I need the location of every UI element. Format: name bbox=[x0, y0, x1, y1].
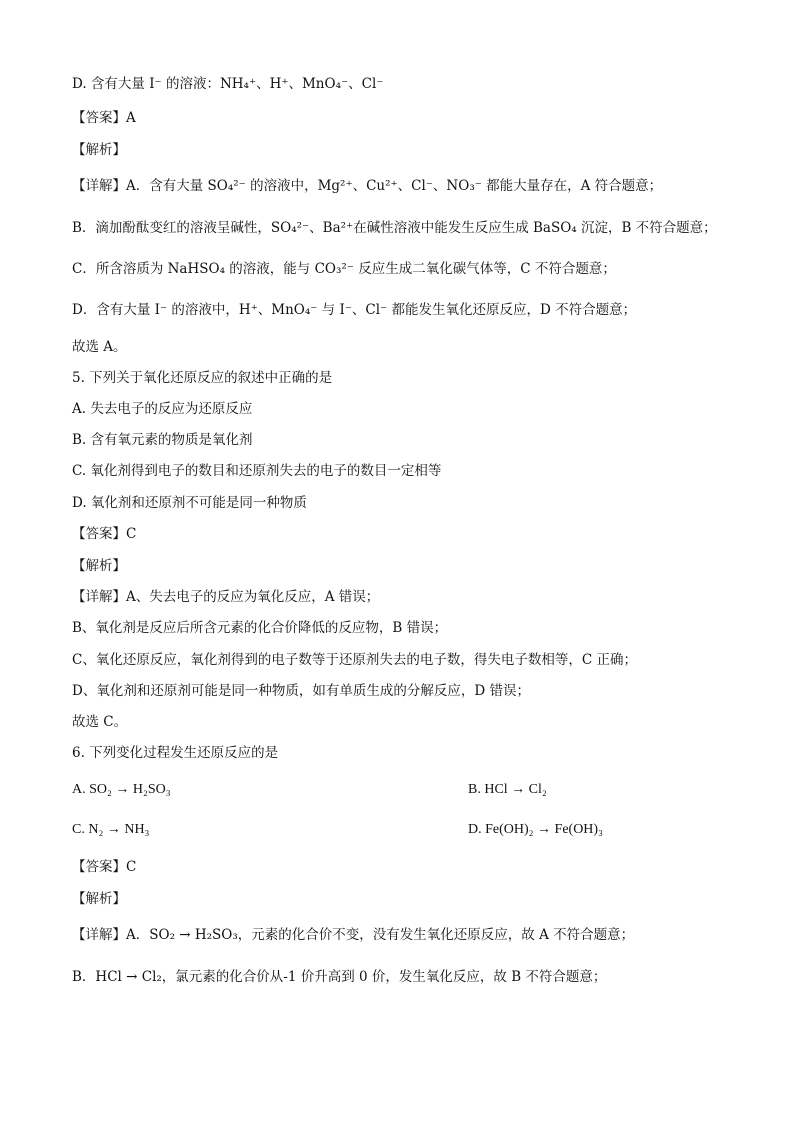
q6-options-row-1 bbox=[72, 780, 734, 800]
q5-option-a: A. 失去电子的反应为还原反应 bbox=[72, 401, 253, 417]
q5-detail-a: 【详解】A、失去电子的反应为氧化反应，A 错误； bbox=[72, 589, 380, 605]
q6-stem: 6. 下列变化过程发生还原反应的是 bbox=[72, 745, 279, 761]
q5-detail-c: C、氧化还原反应，氧化剂得到的电子数等于还原剂失去的电子数，得失电子数相等，C 正确； bbox=[72, 652, 637, 668]
q5-answer: 【答案】C bbox=[72, 526, 137, 542]
q5-detail-b: B、氧化剂是反应后所含元素的化合价降低的反应物，B 错误； bbox=[72, 620, 448, 636]
q5-option-b: B. 含有氧元素的物质是氧化剂 bbox=[72, 432, 253, 448]
q5-conclusion: 故选 C。 bbox=[72, 714, 128, 730]
q4-analysis-heading: 【解析】 bbox=[72, 142, 126, 158]
q5-detail-d: D、氧化剂和还原剂可能是同一种物质，如有单质生成的分解反应，D 错误； bbox=[72, 683, 530, 699]
q5-analysis-heading: 【解析】 bbox=[72, 558, 126, 574]
q5-option-c: C. 氧化剂得到电子的数目和还原剂失去的电子的数目一定相等 bbox=[72, 463, 442, 479]
q6-option-c: C. N₂ → NH₃ bbox=[72, 822, 150, 837]
q5-option-d: D. 氧化剂和还原剂不可能是同一种物质 bbox=[72, 495, 307, 511]
q6-option-a: A. SO₂ → H₂SO₃ bbox=[72, 782, 171, 797]
q6-analysis-heading: 【解析】 bbox=[72, 891, 126, 907]
q4-answer: 【答案】A bbox=[72, 110, 136, 126]
q4-detail-c: C．所含溶质为 NaHSO₄ 的溶液，能与 CO₃²⁻ 反应生成二氧化碳气体等，C 不符合题意； bbox=[72, 261, 616, 277]
q6-options-row-2 bbox=[72, 820, 734, 840]
q4-detail-d: D．含有大量 I⁻ 的溶液中，H⁺、MnO₄⁻ 与 I⁻、Cl⁻ 都能发生氧化还原反应，D 不符合题意； bbox=[72, 302, 637, 318]
q5-stem: 5. 下列关于氧化还原反应的叙述中正确的是 bbox=[72, 370, 333, 386]
q6-option-d: D. Fe(OH)₂ → Fe(OH)₃ bbox=[468, 822, 603, 837]
q4-detail-a: 【详解】A．含有大量 SO₄²⁻ 的溶液中，Mg²⁺、Cu²⁺、Cl⁻、NO₃⁻ 都能大量存在，A 符合题意； bbox=[72, 178, 663, 194]
q4-conclusion: 故选 A。 bbox=[72, 339, 127, 355]
q6-detail-b: B．HCl → Cl₂，氯元素的化合价从-1 价升高到 0 价，发生氧化反应，故 B 不符合题意； bbox=[72, 969, 607, 985]
q6-answer: 【答案】C bbox=[72, 859, 137, 875]
q6-detail-a: 【详解】A．SO₂ → H₂SO₃，元素的化合价不变，没有发生氧化还原反应，故 A 不符合题意； bbox=[72, 927, 635, 943]
q4-detail-b: B．滴加酚酞变红的溶液呈碱性，SO₄²⁻、Ba²⁺在碱性溶液中能发生反应生成 BaSO₄ 沉淀，B 不符合题意； bbox=[72, 220, 717, 236]
q6-option-b: B. HCl → Cl₂ bbox=[468, 782, 547, 797]
q4-option-d: D. 含有大量 I⁻ 的溶液：NH₄⁺、H⁺、MnO₄⁻、Cl⁻ bbox=[72, 76, 384, 92]
